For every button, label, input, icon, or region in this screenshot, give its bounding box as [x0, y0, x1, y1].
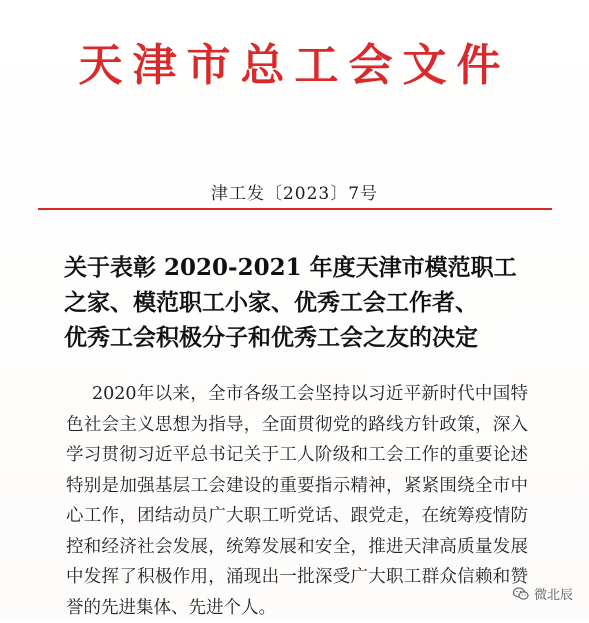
red-divider-line — [38, 208, 552, 210]
document-title — [64, 250, 534, 355]
watermark — [513, 584, 573, 603]
watermark-text: 微北辰 — [533, 588, 573, 603]
body-paragraph — [66, 379, 528, 623]
title-line-3: 优秀工会积极分子和优秀工会之友的决定 — [64, 324, 478, 351]
document-red-header: 天津市总工会文件 — [78, 40, 511, 91]
document-number: 津工发〔2023〕7号 — [210, 184, 379, 204]
body-paragraph-text: 2020年以来，全市各级工会坚持以习近平新时代中国特色社会主义思想为指导，全面贯彻党的路线方针政策，深入学习贯彻习近平总书记关于工人阶级和工会工作的重要论述特别是加强基层工会建设的重要指示精神，紧紧围绕全市中心工作，团结动员广大职工听党话、跟党走，在统筹疫情防控和经济社会发展，统筹发展和安全，推进天津高质量发展中发挥了积极作用，涌现出一批深受广大职工群众信赖和赞誉的先进集体、先进个人。 — [66, 384, 528, 618]
title-line-1: 关于表彰 2020-2021 年度天津市模范职工 — [64, 254, 517, 281]
wechat-icon — [513, 587, 529, 601]
title-line-2: 之家、模范职工小家、优秀工会工作者、 — [64, 289, 478, 316]
